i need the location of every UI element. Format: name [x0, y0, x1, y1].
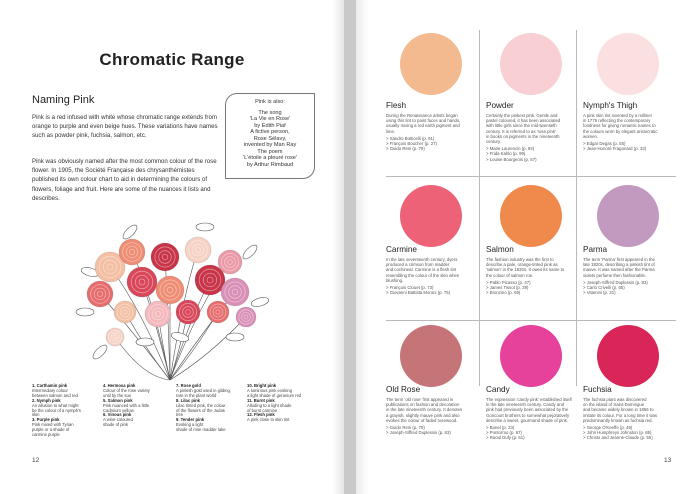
page-number-right: 13	[664, 457, 672, 464]
leaf	[196, 223, 214, 231]
description-line: Certainly the pinkest pink. Gentle and	[486, 113, 558, 118]
legend-text: Cadmium yellow	[103, 407, 134, 413]
legend-text: a light shade of geranium red	[247, 392, 302, 398]
colour-description	[486, 257, 578, 295]
leaf	[136, 338, 154, 346]
artist-reference: > François Boucher (p. 27)	[386, 141, 437, 147]
quote-line: by Edith Piaf	[254, 122, 286, 129]
description-line: imitate its colour. For a long time it was	[583, 412, 658, 418]
artist-reference: > Raoul Dufy (p. 51)	[486, 435, 525, 441]
row-divider	[386, 320, 676, 321]
legend-heading: 7. Rose gold	[176, 383, 201, 388]
rose-paragraph: Pink was obviously named after the most common colour of the rose flower. In 1905, the Société Française des chrysanthémistes published its own colour chart to aid in determining the colours of flowers, foliage and fruit. Here are some of the nuances it lists and describes.	[32, 158, 217, 202]
rose-legend-column	[103, 384, 161, 428]
description-line: in books on pigments in the nineteenth	[486, 133, 560, 139]
legend-text: between salmon and red	[32, 392, 78, 398]
legend-text: An allusion to what might	[32, 402, 79, 408]
legend-heading: 4. Hermosa pink	[103, 383, 136, 388]
description-line: predominantly known as fuchsia red.	[583, 417, 653, 423]
description-line: and became widely known in 1856 to	[583, 407, 654, 413]
description-line: evokes the colour of faded rosewood.	[386, 417, 458, 423]
right-page	[356, 0, 700, 494]
legend-text: of burnt carmine	[247, 407, 278, 413]
legend-text: Pink mixed with Tyrian	[32, 422, 74, 428]
artist-reference: > James Tissot (p. 39)	[486, 285, 529, 291]
description-line: lime.	[386, 128, 396, 134]
description-line: Goncourt brothers to somewhat pejoratively	[486, 412, 570, 418]
rose-legend-column	[247, 384, 305, 423]
colour-description	[583, 257, 675, 295]
description-line: in the late nineteenth century. Candy and	[486, 402, 565, 408]
legend-text: Evoking a light	[176, 422, 204, 428]
rose-flower	[221, 278, 249, 306]
description-line: blushing.	[386, 277, 404, 283]
intro-paragraph: Pink is a red infused with white whose chromatic range extends from orange to purple and even beige hues. These variations have names such as powder pink, fuchsia, salmon, etc.	[32, 114, 218, 140]
description-line: The term 'old rose' first appeared in	[386, 397, 454, 402]
column-divider	[576, 316, 577, 386]
gutter-shadow	[356, 0, 368, 494]
artist-reference: > John Humphreys Johnston (p. 85)	[583, 430, 652, 436]
colour-name: Parma	[583, 245, 608, 254]
rose-flower	[176, 300, 200, 324]
description-line: The fuchsia plant was discovered	[583, 397, 647, 402]
leaf	[91, 343, 109, 361]
legend-heading: 2. Nymph pink	[32, 397, 61, 403]
artist-reference: > Edgar Degas (p. 55)	[583, 141, 626, 147]
colour-swatch-parma	[597, 185, 659, 247]
colour-swatch-old-rose	[400, 325, 462, 387]
row-divider	[386, 176, 676, 177]
legend-text: A luminous pink evoking	[247, 387, 292, 393]
quote-line: by Arthur Rimbaud	[246, 161, 294, 168]
description-line: mauve. It was named after the Parma	[583, 267, 655, 273]
description-line: on the island of Saint-Domingue	[583, 402, 645, 408]
column-divider	[576, 174, 577, 324]
rose-flower	[114, 301, 136, 323]
description-line: with little girls since the mid-twentieth	[486, 123, 557, 129]
rose-flower	[151, 243, 179, 271]
column-divider	[479, 316, 480, 386]
rose-flower	[218, 250, 242, 274]
description-line: century. It is referred to as 'rose pink'	[486, 128, 556, 134]
colour-description	[386, 397, 478, 435]
quote-line: invented by Man Ray	[243, 142, 297, 148]
legend-text: rare in the plant world	[176, 392, 217, 398]
description-line: and cochineal. Carmine is a flesh tint	[386, 267, 457, 273]
rose-flower	[106, 328, 124, 346]
legend-heading: 9. Tender pink	[176, 417, 205, 423]
legend-heading: 6. Vinous pink	[103, 412, 132, 418]
colour-name: Old Rose	[386, 385, 421, 394]
rose-flower	[145, 301, 171, 327]
leaf	[250, 296, 269, 308]
legend-heading: 11. Burnt pink	[247, 397, 275, 403]
colour-name: Fuchsia	[583, 385, 612, 394]
rose-flower	[87, 281, 113, 307]
description-line: The expression 'candy pink' established itself	[486, 397, 572, 402]
leaf	[121, 223, 139, 241]
description-line: During the Renaissance artists began	[386, 113, 458, 118]
rose-flower	[127, 267, 157, 297]
description-line: using this tint to paint faces and hands,	[386, 118, 461, 124]
description-line: late 1820s, describing a pinkish tint of	[583, 262, 655, 268]
legend-heading: 12. Flesh pink	[247, 412, 275, 418]
legend-text: skin	[32, 412, 40, 418]
colour-name: Flesh	[386, 101, 407, 110]
quote-line: 'La Vie en Rose'	[249, 116, 291, 122]
artist-reference: > Joseph-Siffred Duplessis (p. 83)	[583, 279, 648, 285]
rose-flower	[185, 237, 211, 263]
legend-text: until by the sun	[103, 392, 132, 398]
rose-flower	[156, 276, 184, 304]
description-line: The fashion industry was the first to	[486, 257, 554, 262]
artist-reference: > Pontormo (p. 67)	[486, 430, 522, 436]
legend-text: Pink nuanced with a little	[103, 402, 150, 408]
description-line: 'salmon' in the 1820s. It owes its name to	[486, 267, 565, 273]
description-line: describe a sweet, gourmand shade of pink.	[486, 417, 568, 423]
colour-swatch-candy	[500, 325, 562, 387]
leaf	[226, 333, 244, 341]
quote-line: 'L'étoile a pleuré rose'	[243, 155, 297, 161]
colour-description	[583, 397, 675, 441]
quote-heading: Pink is also:	[255, 99, 285, 105]
legend-heading: 3. Purple pink	[32, 417, 60, 423]
description-line: A pink skin tint invented by a milliner	[583, 113, 653, 118]
quote-line: The song	[258, 109, 282, 116]
legend-text: Alluding to a light shade	[247, 402, 292, 408]
legend-text: tree	[176, 412, 184, 418]
artist-reference: > Jean-Honoré Fragonard (p. 33)	[583, 146, 647, 152]
quote-line: A fictive person,	[250, 129, 290, 135]
legend-text: Colour of the rose variety	[103, 387, 150, 393]
legend-text: A pinkish gold used in gilding,	[176, 387, 231, 393]
description-line: pink had previously been associated by the	[486, 407, 569, 413]
description-line: a grayish, slightly mauve pink and also	[386, 412, 460, 418]
artist-reference: > Pablo Picasso (p. 47)	[486, 279, 531, 285]
legend-heading: 8. Lilac pink	[176, 397, 200, 403]
artist-reference: > Bronzino (p. 69)	[486, 290, 521, 296]
artist-reference: > Guido Reni (p. 79)	[386, 146, 425, 152]
legend-text: be the colour of a nymph's	[32, 407, 81, 413]
artist-reference: > Vitamini (p. 31)	[583, 290, 616, 296]
rose-legend-column	[32, 384, 90, 438]
description-line: publications on fashion and decoration	[386, 402, 460, 408]
leaf	[76, 308, 94, 316]
description-line: women.	[583, 133, 599, 139]
quote-line: The poem	[257, 148, 283, 155]
section-title: Naming Pink	[32, 94, 95, 106]
legend-text: A pink close to skin tint	[247, 417, 290, 423]
artist-reference: > George O'Keeffe (p. 49)	[583, 425, 633, 431]
description-line: fondness for giving romantic names to	[583, 123, 656, 129]
colour-description	[386, 113, 478, 151]
description-line: century.	[486, 139, 501, 145]
colour-description	[583, 113, 675, 151]
page-number-left: 12	[32, 457, 40, 464]
page-title: Chromatic Range	[99, 50, 245, 69]
column-divider	[479, 30, 480, 190]
legend-text: A wine-coloured	[103, 417, 133, 423]
legend-text: Lilac tinted pink, the colour	[176, 402, 226, 408]
colour-name: Candy	[486, 385, 510, 394]
legend-heading: 5. Salmon pink	[103, 397, 133, 403]
column-divider	[576, 30, 577, 190]
legend-text: Intermediary colour	[32, 387, 68, 393]
left-page	[0, 0, 344, 494]
colour-swatch-powder	[500, 33, 562, 95]
colour-name: Carmine	[386, 245, 417, 254]
description-line: violets perfume then fashionable.	[583, 272, 647, 278]
description-line: the colour of salmon roe.	[486, 272, 534, 278]
description-line: pastel coloured, it has been associated	[486, 118, 561, 124]
legend-text: purple or a shade of	[32, 427, 70, 433]
legend-text: shade of rose madder lake	[176, 427, 226, 433]
leaf	[241, 243, 259, 261]
description-line: resembling the colour of the skin when	[386, 272, 460, 278]
artist-reference: > Carlo Crivelli (p. 65)	[583, 285, 625, 291]
legend-text: of the flowers of the Judas	[176, 407, 225, 413]
colour-swatch-carmine	[400, 185, 462, 247]
legend-text: carmine purple	[32, 432, 60, 438]
colour-name: Nymph's Thigh	[583, 101, 638, 110]
column-divider	[479, 174, 480, 324]
legend-text: shade of pink	[103, 422, 128, 428]
artist-reference: > Guido Reni (p. 79)	[386, 425, 425, 431]
description-line: In the late seventeenth century, dyers	[386, 257, 458, 262]
rose-flower	[207, 301, 229, 323]
description-line: in 1775 reflecting the contemporary	[583, 118, 651, 124]
artist-reference: > François Clouet (p. 73)	[386, 285, 434, 291]
rose-flower	[119, 239, 145, 265]
pink-is-also-box	[225, 93, 315, 179]
legend-heading: 10. Bright pink	[247, 383, 277, 388]
colour-name: Salmon	[486, 245, 514, 254]
quote-line: Rose Sélavy,	[253, 135, 287, 142]
artist-reference: > Giovanni Battista Moroni (p. 75)	[386, 290, 451, 296]
description-line: describe a pale, orange-tinted pink as	[486, 262, 558, 268]
colour-description	[386, 257, 478, 295]
description-line: usually mixing a red earth pigment and	[386, 123, 460, 129]
description-line: the colours worn by elegant aristocratic	[583, 128, 658, 134]
description-line: The term 'Parma' first appeared in the	[583, 257, 655, 262]
artist-reference: > Bunel (p. 23)	[486, 425, 515, 431]
rose-bouquet-illustration	[70, 212, 270, 382]
legend-heading: 1. Carthamin pink	[32, 383, 68, 388]
rose-flower	[236, 307, 256, 327]
colour-description	[486, 397, 578, 441]
gutter-shadow	[332, 0, 344, 494]
colour-swatch-fuchsia	[597, 325, 659, 387]
artist-reference: > Frida Kahlo (p. 99)	[486, 151, 526, 157]
colour-name: Powder	[486, 101, 514, 110]
artist-reference: > Christo and Jeanne-Claude (p. 55)	[583, 435, 653, 441]
description-line: produced a crimson from madder	[386, 262, 450, 268]
colour-swatch-salmon	[500, 185, 562, 247]
artist-reference: > Sandro Botticelli (p. 91)	[386, 135, 435, 141]
artist-reference: > Louise Bourgeois (p. 57)	[486, 156, 537, 162]
colour-description	[486, 113, 578, 162]
artist-reference: > Marie Laurencin (p. 93)	[486, 146, 535, 152]
colour-swatch-flesh	[400, 33, 462, 95]
rose-legend-column	[176, 384, 234, 433]
description-line: in the late nineteenth century. It denotes	[386, 407, 463, 413]
artist-reference: > Joseph-Siffred Duplessis (p. 83)	[386, 430, 451, 436]
colour-swatch-nymph-s-thigh	[597, 33, 659, 95]
